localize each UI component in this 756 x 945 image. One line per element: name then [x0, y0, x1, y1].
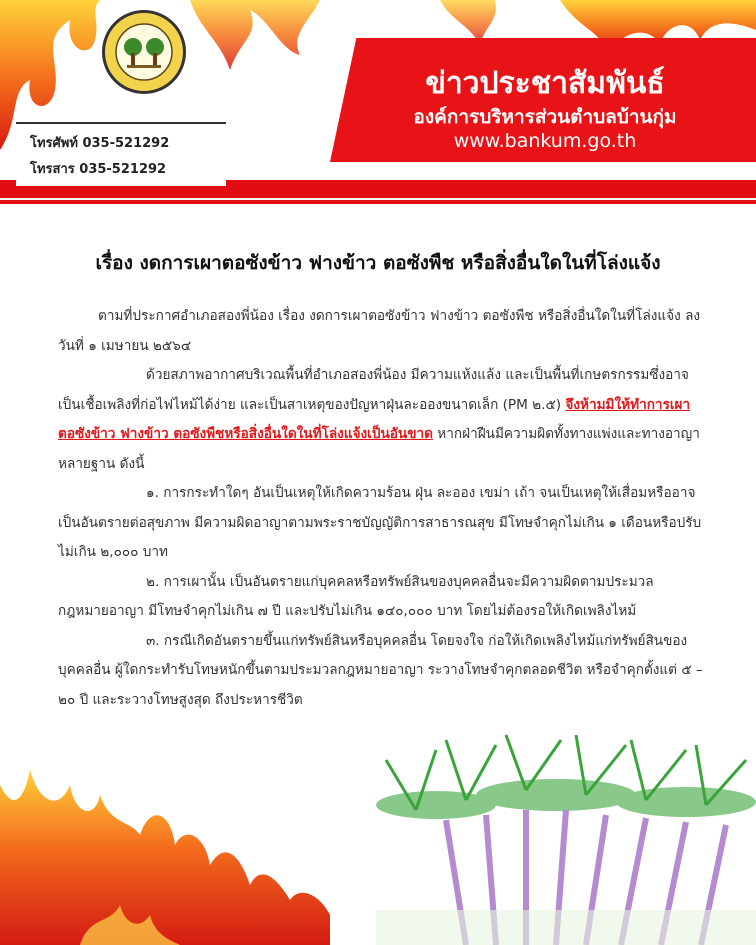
- penalty-intro: หากฝ่าฝืนมีความผิดทั้งทางแพ่งและทางอาญาหลายฐาน ดังนี้: [58, 426, 700, 472]
- document-title: เรื่อง งดการเผาตอซังข้าว ฟางข้าว ตอซังพืช หรือสิ่งอื่นใดในที่โล่งแจ้ง: [95, 252, 661, 274]
- paragraph-reference: ตามที่ประกาศอำเภอสองพี่น้อง เรื่อง งดการเผาตอซังข้าว ฟางข้าว ตอซังพืช หรือสิ่งอื่นใดในที่โล่งแจ้ง ลงวันที่ ๑ เมษายน ๒๕๖๔: [58, 308, 701, 354]
- penalty-item-2: ๒. การเผานั้น เป็นอันตรายแก่บุคคลหรือทรัพย์สินของบุคคลอื่นจะมีความผิดตามประมวลกฎหมายอาญา มีโทษจำคุกไม่เกิน ๗ ปี และปรับไม่เกิน ๑๔๐,๐๐๐ บาท โดยไม่ต้องรอให้เกิดเพลิงไหม้: [58, 573, 654, 619]
- fax-number: โทรสาร 035-521292: [30, 162, 167, 177]
- paragraph-reason: [58, 361, 704, 479]
- organization-name: องค์การบริหารส่วนตำบลบ้านกุ่ม: [413, 106, 677, 128]
- penalty-item-1: ๑. การกระทำใดๆ อันเป็นเหตุให้เกิดความร้อน ฝุ่น ละออง เขม่า เถ้า จนเป็นเหตุให้เสื่อมหรืออาจเป็นอันตรายต่อสุขภาพ มีความผิดอาญาตามพระราชบัญญัติการสาธารณสุข มีโทษจำคุกไม่เกิน ๑ เดือนหรือปรับไม่เกิน ๒,๐๐๐ บาท: [58, 485, 702, 560]
- penalty-item-3: ๓. กรณีเกิดอันตรายขึ้นแก่ทรัพย์สินหรือบุคคลอื่น โดยจงใจ ก่อให้เกิดเพลิงไหม้แก่ทรัพย์สินของบุคคลอื่น ผู้ใดกระทำรับโทษหนักขึ้นตามประมวลกฎหมายอาญา ระวางโทษจำคุกตลอดชีวิต หรือจำคุกตั้งแต่ ๕ – ๒๐ ปี และระวางโทษสูงสุด ถึงประหารชีวิต: [58, 632, 703, 708]
- reason-text: ด้วยสภาพอากาศบริเวณพื้นที่อำเภอสองพี่น้อง มีความแห้งแล้ง และเป็นพื้นที่เกษตรกรรมซึ่งอาจเป็นเชื้อเพลิงที่ก่อไฟไหม้ได้ง่าย และเป็นสาเหตุของปัญหาฝุ่นละอองขนาดเล็ก (PM ๒.๕): [58, 367, 689, 413]
- prohibition-emphasis: จึงห้ามมิให้ทำการเผาตอซังข้าว ฟางข้าว ตอซังพืชหรือสิ่งอื่นใดในที่โล่งแจ้งเป็นอันขาด: [58, 396, 691, 442]
- document-body: [58, 302, 704, 715]
- header-red-line: [0, 200, 756, 204]
- website-link[interactable]: www.bankum.go.th: [453, 130, 637, 152]
- organization-logo: [102, 10, 186, 94]
- announcement-heading: ข่าวประชาสัมพันธ์: [425, 66, 665, 101]
- phone-number: โทรศัพท์ 035-521292: [30, 136, 170, 151]
- tree-emblem-icon: [105, 13, 183, 91]
- sugarcane-decoration: [376, 730, 756, 945]
